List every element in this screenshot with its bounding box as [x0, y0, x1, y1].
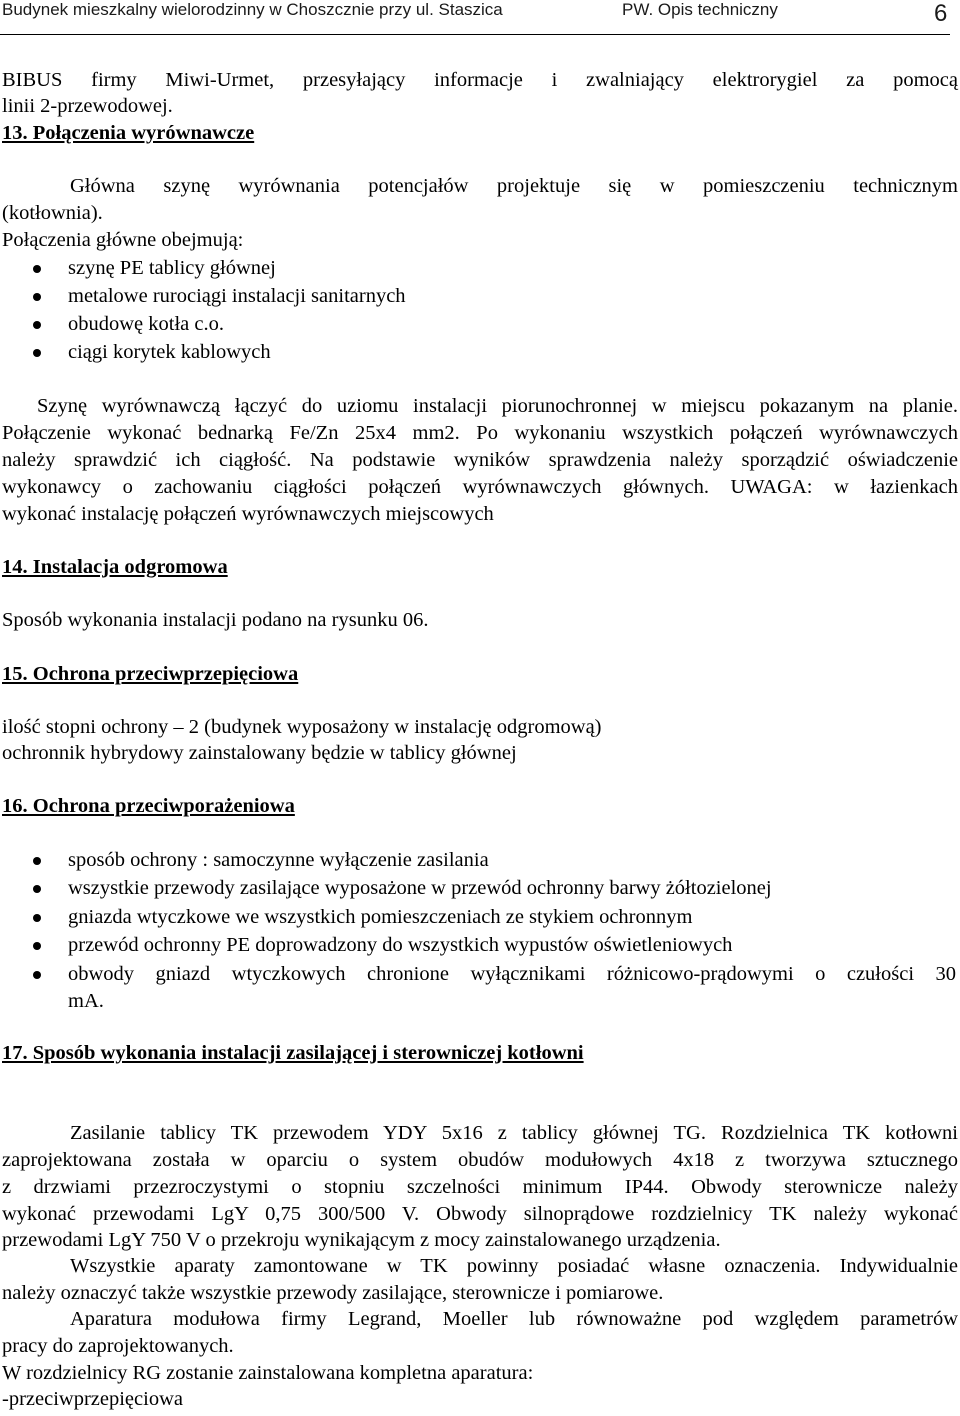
list-item: sposób ochrony : samoczynne wyłączenie zasilania — [68, 849, 489, 871]
section-17-heading: 17. Sposób wykonania instalacji zasilającej i sterowniczej kotłowni — [2, 1042, 584, 1064]
list-item: przewód ochronny PE doprowadzony do wszystkich wypustów oświetleniowych — [68, 934, 733, 956]
bullet-icon — [33, 942, 41, 950]
paragraph-line: Zasilanie tablicy TK przewodem YDY 5x16 z tablicy głównej TG. Rozdzielnica TK kotłowni — [70, 1122, 958, 1144]
section-15-heading: 15. Ochrona przeciwprzepięciowa — [2, 663, 299, 685]
page-header — [0, 0, 960, 36]
list-lead: Połączenia główne obejmują: — [2, 229, 244, 251]
header-document-type: PW. Opis techniczny — [622, 0, 778, 19]
paragraph-line: Sposób wykonania instalacji podano na rysunku 06. — [2, 609, 429, 631]
paragraph-line: W rozdzielnicy RG zostanie zainstalowana kompletna aparatura: — [2, 1362, 534, 1384]
paragraph-line: -przeciwprzepięciowa — [2, 1388, 183, 1410]
list-item: wszystkie przewody zasilające wyposażone w przewód ochronny barwy żółtozielonej — [68, 877, 772, 899]
list-item: ciągi korytek kablowych — [68, 341, 271, 363]
paragraph-line: Wszystkie aparaty zamontowane w TK powinny posiadać własne oznaczenia. Indywidualnie — [70, 1255, 958, 1277]
paragraph-line: ochronnik hybrydowy zainstalowany będzie w tablicy głównej — [2, 742, 517, 764]
paragraph-line: ilość stopni ochrony – 2 (budynek wyposażony w instalację odgromową) — [2, 716, 602, 738]
bullet-icon — [33, 971, 41, 979]
paragraph-line: zaprojektowana została w oparciu o system obudów modułowych 4x18 z tworzywa sztucznego — [2, 1149, 958, 1171]
paragraph-line: należy oznaczyć także wszystkie przewody zasilające, sterownicze i pomiarowe. — [2, 1282, 664, 1304]
paragraph-line: linii 2-przewodowej. — [2, 95, 173, 117]
list-item: obudowę kotła c.o. — [68, 313, 224, 335]
list-item: szynę PE tablicy głównej — [68, 257, 276, 279]
bullet-icon — [33, 293, 41, 301]
list-item: obwody gniazd wtyczkowych chronione wyłącznikami różnicowo-prądowymi o czułości 30 — [68, 963, 956, 985]
paragraph-line: wykonawcy o zachowaniu ciągłości połączeń wyrównawczych głównych. UWAGA: w łazienkach — [2, 476, 958, 498]
list-item-continuation: mA. — [68, 990, 104, 1012]
header-project-title: Budynek mieszkalny wielorodzinny w Choszcznie przy ul. Staszica — [2, 0, 503, 19]
page-number: 6 — [934, 0, 948, 27]
paragraph-line: pracy do zaprojektowanych. — [2, 1335, 234, 1357]
bullet-icon — [33, 914, 41, 922]
section-16-heading: 16. Ochrona przeciwporażeniowa — [2, 795, 295, 817]
paragraph-line: BIBUS firmy Miwi-Urmet, przesyłający informacje i zwalniający elektrorygiel za pomocą — [2, 69, 958, 91]
paragraph-line: Połączenie wykonać bednarką Fe/Zn 25x4 mm2. Po wykonaniu wszystkich połączeń wyrównawczych — [2, 422, 958, 444]
bullet-icon — [33, 321, 41, 329]
list-item: gniazda wtyczkowe we wszystkich pomieszczeniach ze stykiem ochronnym — [68, 906, 693, 928]
header-divider — [0, 34, 950, 35]
paragraph-line: (kotłownia). — [2, 202, 103, 224]
bullet-icon — [33, 885, 41, 893]
list-item: metalowe rurociągi instalacji sanitarnych — [68, 285, 406, 307]
section-14-heading: 14. Instalacja odgromowa — [2, 556, 228, 578]
paragraph-line: z drzwiami przezroczystymi o stopniu szczelności minimum IP44. Obwody sterownicze należy — [2, 1176, 958, 1198]
paragraph-line: wykonać przewodami LgY 0,75 300/500 V. Obwody silnoprądowe rozdzielnicy TK należy wykonać — [2, 1203, 958, 1225]
bullet-icon — [33, 857, 41, 865]
section-13-heading: 13. Połączenia wyrównawcze — [2, 122, 255, 144]
bullet-icon — [33, 349, 41, 357]
paragraph-line: Szynę wyrównawczą łączyć do uziomu instalacji piorunochronnej w miejscu pokazanym na planie. — [37, 395, 958, 417]
paragraph-line: Aparatura modułowa firmy Legrand, Moeller lub równoważne pod względem parametrów — [70, 1308, 958, 1330]
paragraph-line: Główna szynę wyrównania potencjałów projektuje się w pomieszczeniu technicznym — [70, 175, 958, 197]
paragraph-line: należy sprawdzić ich ciągłość. Na podstawie wyników sprawdzenia należy sporządzić oświadczenie — [2, 449, 958, 471]
paragraph-line: wykonać instalację połączeń wyrównawczych miejscowych — [2, 503, 494, 525]
bullet-icon — [33, 265, 41, 273]
paragraph-line: przewodami LgY 750 V o przekroju wynikającym z mocy zainstalowanego urządzenia. — [2, 1229, 721, 1251]
